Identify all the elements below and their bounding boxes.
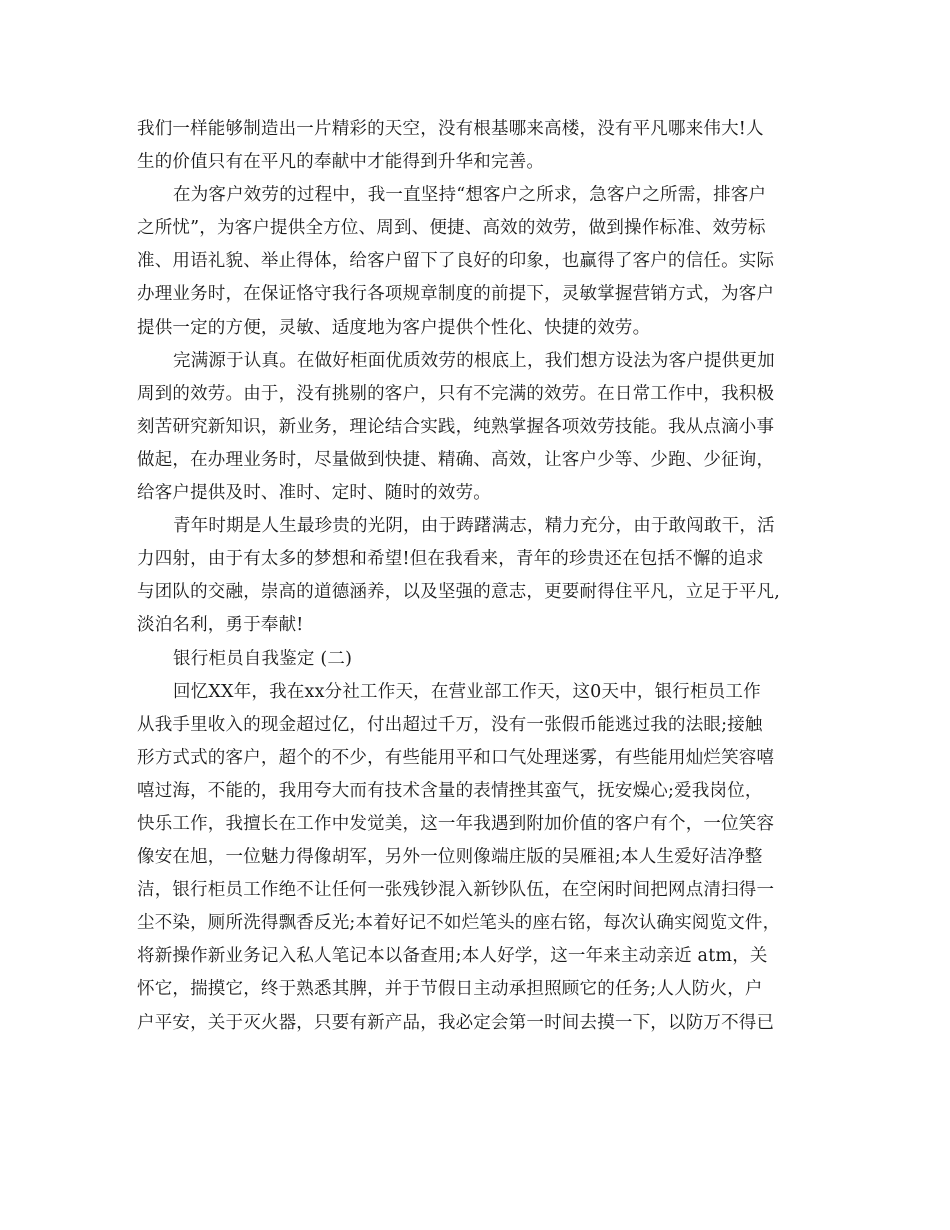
text-line: 力四射，由于有太多的梦想和希望!但在我看来，青年的珍贵还在包括不懈的追求 bbox=[137, 549, 764, 570]
text-line: 淡泊名利，勇于奉献! bbox=[137, 615, 304, 636]
text-line: 周到的效劳。由于，没有挑剔的客户，只有不完满的效劳。在日常工作中，我积极 bbox=[137, 383, 775, 404]
text-line: 将新操作新业务记入私人笔记本以备查用;本人好学，这一年来主动亲近 atm，关 bbox=[137, 946, 768, 967]
text-line: 嘻过海，不能的，我用夸大而有技术含量的表情挫其蛮气，抚安燥心;爱我岗位， bbox=[137, 780, 763, 801]
text-line: 洁，银行柜员工作绝不让任何一张残钞混入新钞队伍，在空闲时间把网点清扫得一 bbox=[137, 880, 775, 901]
text-line: 完满源于认真。在做好柜面优质效劳的根底上，我们想方设法为客户提供更加 bbox=[173, 350, 775, 371]
text-line: 青年时期是人生最珍贵的光阴，由于踌躇满志，精力充分，由于敢闯敢干，活 bbox=[173, 516, 775, 537]
text-line: 刻苦研究新知识，新业务，理论结合实践，纯熟掌握各项效劳技能。我从点滴小事 bbox=[137, 416, 775, 437]
text-line: 像安在旭，一位魅力得像胡军，另外一位则像端庄版的吴雁祖;本人生爱好洁净整 bbox=[137, 847, 763, 868]
text-line: 银行柜员自我鉴定 (二) bbox=[173, 648, 353, 669]
text-line: 怀它，揣摸它，终于熟悉其脾，并于节假日主动承担照顾它的任务;人人防火，户 bbox=[137, 979, 763, 1000]
text-line: 给客户提供及时、准时、定时、随时的效劳。 bbox=[137, 483, 491, 504]
text-line: 我们一样能够制造出一片精彩的天空，没有根基哪来高楼，没有平凡哪来伟大!人 bbox=[137, 119, 764, 139]
document-body bbox=[137, 113, 827, 1040]
text-line: 尘不染，厕所洗得飘香反光;本着好记不如烂笔头的座右铭，每次认确实阅览文件， bbox=[137, 913, 781, 934]
text-line: 生的价值只有在平凡的奉献中才能得到升华和完善。 bbox=[137, 152, 545, 173]
text-line: 准、用语礼貌、举止得体，给客户留下了良好的印象，也赢得了客户的信任。实际 bbox=[137, 251, 775, 272]
text-line: 回忆XX年，我在xx分社工作天，在营业部工作天，这0天中，银行柜员工作 bbox=[173, 681, 761, 702]
text-line: 办理业务时，在保证恪守我行各项规章制度的前提下，灵敏掌握营销方式，为客户 bbox=[137, 284, 775, 305]
text-line: 户平安，关于灭火器，只要有新产品，我必定会第一时间去摸一下，以防万不得已 bbox=[137, 1012, 775, 1033]
text-line: 之所忧”，为客户提供全方位、周到、便捷、高效的效劳，做到操作标准、效劳标 bbox=[137, 218, 766, 239]
text-line: 快乐工作，我擅长在工作中发觉美，这一年我遇到附加价值的客户有个，一位笑容 bbox=[137, 813, 775, 834]
text-line: 提供一定的方便，灵敏、适度地为客户提供个性化、快捷的效劳。 bbox=[137, 317, 651, 338]
text-line: 从我手里收入的现金超过亿，付出超过千万，没有一张假币能逃过我的法眼;接触 bbox=[137, 714, 763, 735]
text-line: 在为客户效劳的过程中，我一直坚持“想客户之所求，急客户之所需，排客户 bbox=[173, 185, 767, 206]
text-line: 形方式式的客户，超个的不少，有些能用平和口气处理迷雾，有些能用灿烂笑容嘻 bbox=[137, 747, 775, 768]
text-line: 做起，在办理业务时，尽量做到快捷、精确、高效，让客户少等、少跑、少征询， bbox=[137, 449, 775, 470]
text-line: 与团队的交融，崇高的道德涵养，以及坚强的意志，更要耐得住平凡，立足于平凡, bbox=[137, 582, 780, 603]
